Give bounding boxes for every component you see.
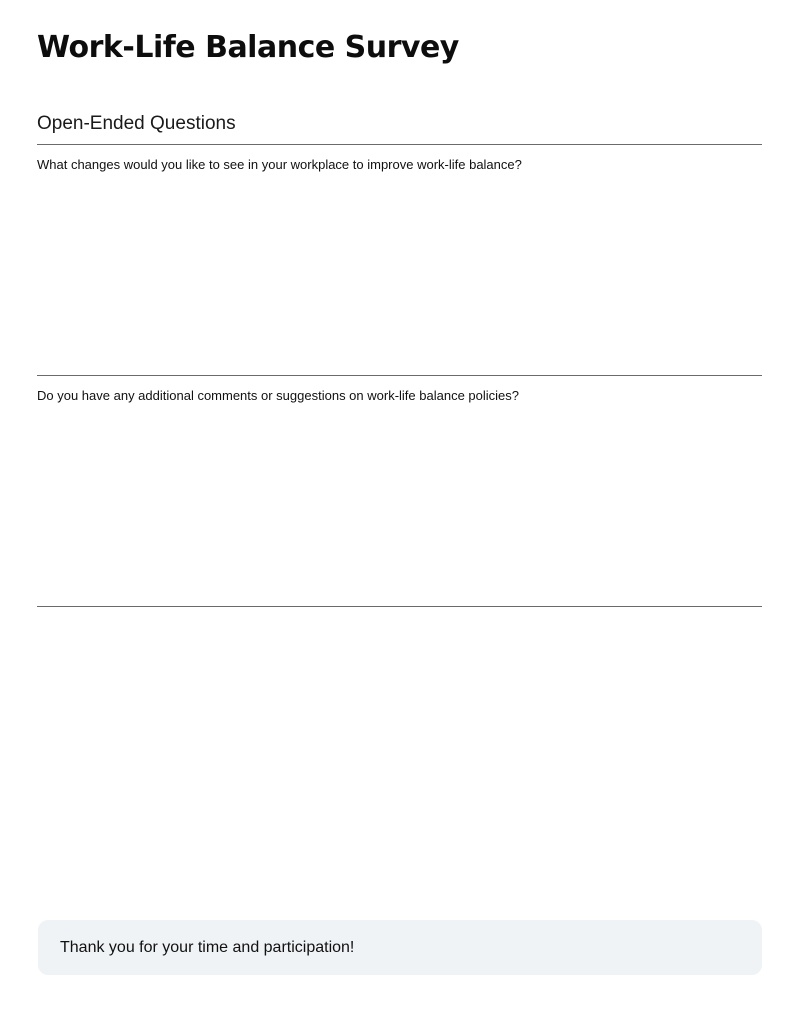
page-title: Work-Life Balance Survey	[37, 30, 459, 65]
section-title: Open-Ended Questions	[37, 113, 236, 134]
thank-you-banner	[38, 920, 762, 975]
question-divider	[37, 375, 762, 376]
question-2-label: Do you have any additional comments or suggestions on work-life balance policies?	[37, 388, 519, 403]
question-2-answer-area[interactable]	[37, 409, 762, 599]
thank-you-text: Thank you for your time and participation!	[60, 938, 355, 956]
section-divider	[37, 144, 762, 145]
question-1-answer-area[interactable]	[37, 178, 762, 368]
question-divider	[37, 606, 762, 607]
question-1-label: What changes would you like to see in your workplace to improve work-life balance?	[37, 157, 522, 172]
